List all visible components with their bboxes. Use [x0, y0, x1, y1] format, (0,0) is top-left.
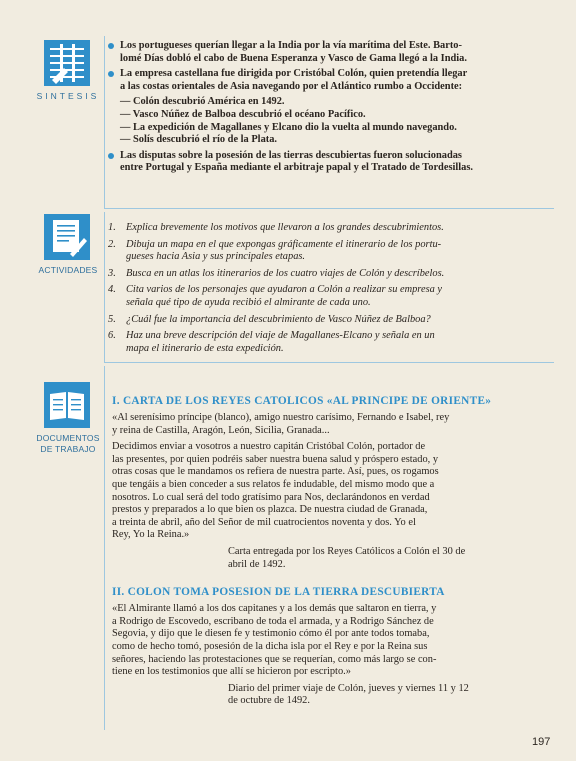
- synthesis-dash-item: — Vasco Núñez de Balboa descubrió el océano Pacífico.: [120, 108, 366, 120]
- synthesis-icon: [44, 40, 90, 86]
- document-source: Diario del primer viaje de Colón, jueves y viernes 11 y 12 de octubre de 1492.: [228, 682, 469, 707]
- document-source: Carta entregada por los Reyes Católicos a Colón el 30 de abril de 1492.: [228, 545, 466, 570]
- section-rule: [104, 208, 554, 209]
- documents-icon: [44, 382, 90, 428]
- bullet-icon: [108, 43, 114, 49]
- section-rule: [104, 362, 554, 363]
- synthesis-dash-item: — Solís descubrió el río de la Plata.: [120, 134, 278, 146]
- synthesis-content: [108, 40, 554, 178]
- synthesis-label: SINTESIS: [36, 91, 100, 101]
- section-divider: [104, 366, 105, 730]
- activities-list: [108, 222, 554, 359]
- document-title: I. CARTA DE LOS REYES CATOLICOS «AL PRINCIPE DE ORIENTE»: [112, 395, 492, 407]
- activities-label: ACTIVIDADES: [38, 265, 98, 275]
- activity-item: 3. Busca en un atlas los itinerarios de los cuatro viajes de Colón y descríbelos.: [108, 267, 445, 279]
- synthesis-bullet: Los portugueses querían llegar a la India por la vía marítima del Este. Barto- lomé Días dobló el cabo de Buena Esperanza y Vasco de Gama llegó a la India.: [108, 40, 554, 65]
- documents-content: [112, 394, 554, 722]
- synthesis-dash-item: — La expedición de Magallanes y Elcano dio la vuelta al mundo navegando.: [120, 121, 457, 133]
- document-paragraph: Decidimos enviar a vosotros a nuestro capitán Cristóbal Colón, portador de las presentes, por quien podréis saber nuestra buena salud y próspero estado, y otras cosas que le mandamos os refiera de nuestra parte. Así, pues, os rogamos que tengáis a bien conceder a sus relatos fe indudable, del mismo modo que a nosotros. Lo cual será del todo gratísimo para Nos, declarándonos en verdad prestos y preparados a lo que bien os plazca. De nuestra ciudad de Granada, a treinta de abril, año del Señor de mil cuatrocientos noventa y dos. Yo el Rey, Yo la Reina.»: [112, 441, 439, 541]
- bullet-icon: [108, 153, 114, 159]
- documents-label: DOCUMENTOS DE TRABAJO: [36, 433, 100, 454]
- section-divider: [104, 212, 105, 362]
- synthesis-bullet: Las disputas sobre la posesión de las tierras descubiertas fueron solucionadas entre Portugal y España mediante el arbitraje papal y el Tratado de Tordesillas.: [108, 150, 554, 175]
- section-divider: [104, 36, 105, 208]
- synthesis-bullet: La empresa castellana fue dirigida por Cristóbal Colón, quien pretendía llegar a las costas orientales de Asia navegando por el Atlántico rumbo a Occidente:: [108, 68, 554, 93]
- activity-item: 2. Dibuja un mapa en el que expongas gráficamente el itinerario de los portu- gueses hacia Asia y sus principales etapas.: [108, 238, 442, 263]
- page-number: 197: [532, 736, 551, 748]
- document-paragraph: «Al serenísimo príncipe (blanco), amigo nuestro carísimo, Fernando e Isabel, rey y reina de Castilla, Aragón, León, Sicilia, Granada...: [112, 412, 450, 436]
- document-title: II. COLON TOMA POSESION DE LA TIERRA DESCUBIERTA: [112, 586, 445, 599]
- synthesis-dash-item: — Colón descubrió América en 1492.: [120, 96, 285, 108]
- activity-item: 6. Haz una breve descripción del viaje de Magallanes-Elcano y señala en un mapa el itinerario de esta expedición.: [108, 330, 435, 354]
- activity-item: 5. ¿Cuál fue la importancia del descubrimiento de Vasco Núñez de Balboa?: [108, 313, 431, 325]
- activity-item: 1. Explica brevemente los motivos que llevaron a los grandes descubrimientos.: [108, 222, 444, 233]
- bullet-icon: [108, 71, 114, 77]
- activity-item: 4. Cita varios de los personajes que ayudaron a Colón a realizar su empresa y señala qué tipo de ayuda recibió el almirante de cada uno.: [108, 284, 443, 308]
- document-paragraph: «El Almirante llamó a los dos capitanes y a los demás que saltaron en tierra, y a Rodrigo de Escovedo, escribano de toda el armada, y a Rodrigo Sánchez de Segovia, y dijo que le diesen fe y testimonio cómo él por ante todos tomaba, como de hecho tomó, posesión de la dicha isla por el Rey e por la Reina sus señores, haciendo las protestaciones que se requerían, como más largo se con- tiene en los testimonios que allí se hicieron por escripto.»: [112, 603, 437, 678]
- activities-icon: [44, 214, 90, 260]
